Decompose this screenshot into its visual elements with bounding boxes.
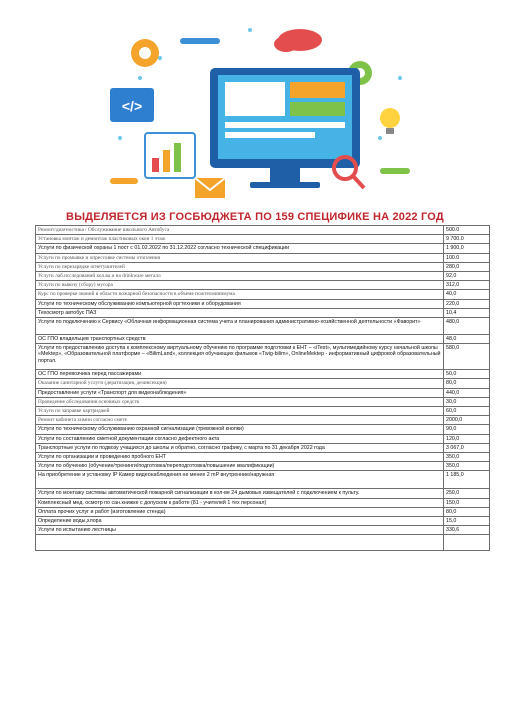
row-amount: 480,0 [444, 318, 490, 335]
row-amount: 1 185,0 [444, 471, 490, 489]
row-description: Услуги по монтажу системы автоматической пожарной сигнализации в кол-ве 24 дымовых извещателей с подключением к пульту. [36, 489, 444, 498]
row-amount: 60,0 [444, 407, 490, 416]
row-amount: 50,0 [444, 370, 490, 379]
row-description: Услуги по заправке картриджей [36, 407, 444, 416]
table-row [36, 453, 490, 462]
table-row [36, 489, 490, 498]
page-title: ВЫДЕЛЯЕТСЯ ИЗ ГОСБЮДЖЕТА ПО 159 СПЕЦИФИКЕ НА 2022 ГОД [66, 211, 444, 223]
table-row [36, 335, 490, 344]
row-amount: 440,0 [444, 388, 490, 397]
row-description: На приобретение и установку IP Камер видеонаблюдения не менее 2 mP внутренние/наружная [36, 471, 444, 489]
table-row [36, 253, 490, 262]
row-amount: 92,0 [444, 272, 490, 281]
row-description: Услуги по предоставлению доступа к комплексному виртуальному обучению по программе подготовки к ЕНТ – «iTest», мультимедийному курсу начальной школы «Mektep», «Образовательной платформе – «BilimLand», коллекция обучающих фильмов «Twig-bilim», OnlineMektep - информативный цифровой образовательный портал. [36, 344, 444, 370]
table-row [36, 443, 490, 452]
table-row [36, 370, 490, 379]
row-description: Услуги по организации и проведению пробного ЕНТ [36, 453, 444, 462]
row-description: Предоставление услуги «Транспорт для видеонаблюдения» [36, 388, 444, 397]
row-amount: 100.0 [444, 253, 490, 262]
table-row [36, 308, 490, 317]
row-description: Услуги по составлению сметной документации согласно дефектного акта [36, 434, 444, 443]
row-description: ОС ГПО перевозчика перед пассажирами [36, 370, 444, 379]
row-description: Услуги по техническому обслуживанию охранной сигнализации (тревожной кнопки) [36, 425, 444, 434]
row-description: Услуги по обучению (обучение/тренинги/подготовка/переподготовка/повышение квалификации) [36, 462, 444, 471]
monitor-icon [210, 68, 360, 188]
expenditure-table [35, 225, 490, 551]
row-amount: 500.0 [444, 226, 490, 235]
table-row [36, 344, 490, 370]
row-amount: 220,0 [444, 299, 490, 308]
table-row [36, 379, 490, 388]
row-amount: 40,0 [444, 290, 490, 299]
table-row [36, 262, 490, 271]
table-row [36, 471, 490, 489]
table-row [36, 397, 490, 406]
row-description: Услуги по перезарядке огнетушителей [36, 262, 444, 271]
row-description: Комплексный мед. осмотр по сан.книжке с допуском к работе (81 - учителей 1 тех персонал) [36, 498, 444, 507]
table-row [36, 507, 490, 516]
table-row [36, 407, 490, 416]
row-amount: 2000,0 [444, 416, 490, 425]
row-amount: 350,0 [444, 462, 490, 471]
row-description: ОС ГПО владельцев транспортных средств [36, 335, 444, 344]
table-row [36, 272, 490, 281]
row-amount: 30,0 [444, 397, 490, 406]
svg-text:</>: </> [121, 98, 143, 114]
row-description: Определение воды,хлора [36, 517, 444, 526]
table-body [36, 226, 490, 551]
row-amount: 330,6 [444, 526, 490, 535]
row-amount: 280,0 [444, 262, 490, 271]
row-amount: 350,0 [444, 453, 490, 462]
code-icon [110, 88, 154, 122]
row-amount: 150,0 [444, 498, 490, 507]
row-description: Услуги по промывке и опрессовке системы отопления [36, 253, 444, 262]
table-row [36, 425, 490, 434]
row-description: Техосмотр автобус ПАЗ [36, 308, 444, 317]
table-row [36, 290, 490, 299]
table-row [36, 416, 490, 425]
table-row [36, 462, 490, 471]
row-amount: 580,0 [444, 344, 490, 370]
row-amount: 120,0 [444, 434, 490, 443]
table-row [36, 535, 490, 551]
chart-icon [145, 133, 195, 178]
table-row [36, 388, 490, 397]
row-amount: 15,0 [444, 517, 490, 526]
lightbulb-icon [380, 108, 400, 134]
row-description: Услуги лаб.исследований кол.ва и на drinkware металл [36, 272, 444, 281]
row-description: Установка монтаж и демонтаж пластиковых окон 1 этаж [36, 235, 444, 244]
row-description: Ремонт кабинета химии согласно смете [36, 416, 444, 425]
table-row [36, 517, 490, 526]
table-row [36, 226, 490, 235]
row-amount: 250,0 [444, 489, 490, 498]
table-row [36, 526, 490, 535]
row-amount: 80,0 [444, 507, 490, 516]
table-row [36, 434, 490, 443]
row-amount [444, 535, 490, 551]
row-amount: 80,0 [444, 379, 490, 388]
row-description: Ремонт/диагностика / Обслуживание школьного Автобуса [36, 226, 444, 235]
table-row [36, 235, 490, 244]
row-description: Услуги по вывозу (сбору) мусора [36, 281, 444, 290]
row-description [36, 535, 444, 551]
row-description: Услуги по физической охраны 1 пост с 01.02.2022 по 31.12.2022 согласно технической спецификации [36, 244, 444, 253]
row-description: Услуги по техническому обслуживанию компьютерной оргтехники и оборудования [36, 299, 444, 308]
row-amount: 10,4 [444, 308, 490, 317]
row-amount: 48,0 [444, 335, 490, 344]
header-illustration [100, 18, 420, 208]
row-amount: 90,0 [444, 425, 490, 434]
cloud-icon [274, 29, 322, 52]
row-description: Проведение обследования основных средств [36, 397, 444, 406]
row-description: Курс по проверке знаний в области пожарной безопасности в объеме пожтехминимума [36, 290, 444, 299]
gear-icon [131, 39, 159, 67]
row-description: Услуги по испытанию лестницы [36, 526, 444, 535]
table-row [36, 318, 490, 335]
table-row [36, 244, 490, 253]
row-description: Транспортные услуги по подвозу учащихся до школы и обратно, согласно графику, с марта по 31 декабря 2022 года [36, 443, 444, 452]
row-amount: 1 900,0 [444, 244, 490, 253]
row-amount: 3 067,0 [444, 443, 490, 452]
row-description: Оказание санитарной услуги (дератизация, дезинсекция) [36, 379, 444, 388]
row-amount: 9 700.0 [444, 235, 490, 244]
row-amount: 312,0 [444, 281, 490, 290]
envelope-icon [195, 178, 225, 198]
row-description: Оплата прочих услуг и работ (изготовление стенда) [36, 507, 444, 516]
table-row [36, 299, 490, 308]
table-row [36, 281, 490, 290]
row-description: Услуги по подключению к Сервису «Облачная информационная система учета и планирования административно-хозяйственной деятельности «Фаворит» [36, 318, 444, 335]
table-row [36, 498, 490, 507]
